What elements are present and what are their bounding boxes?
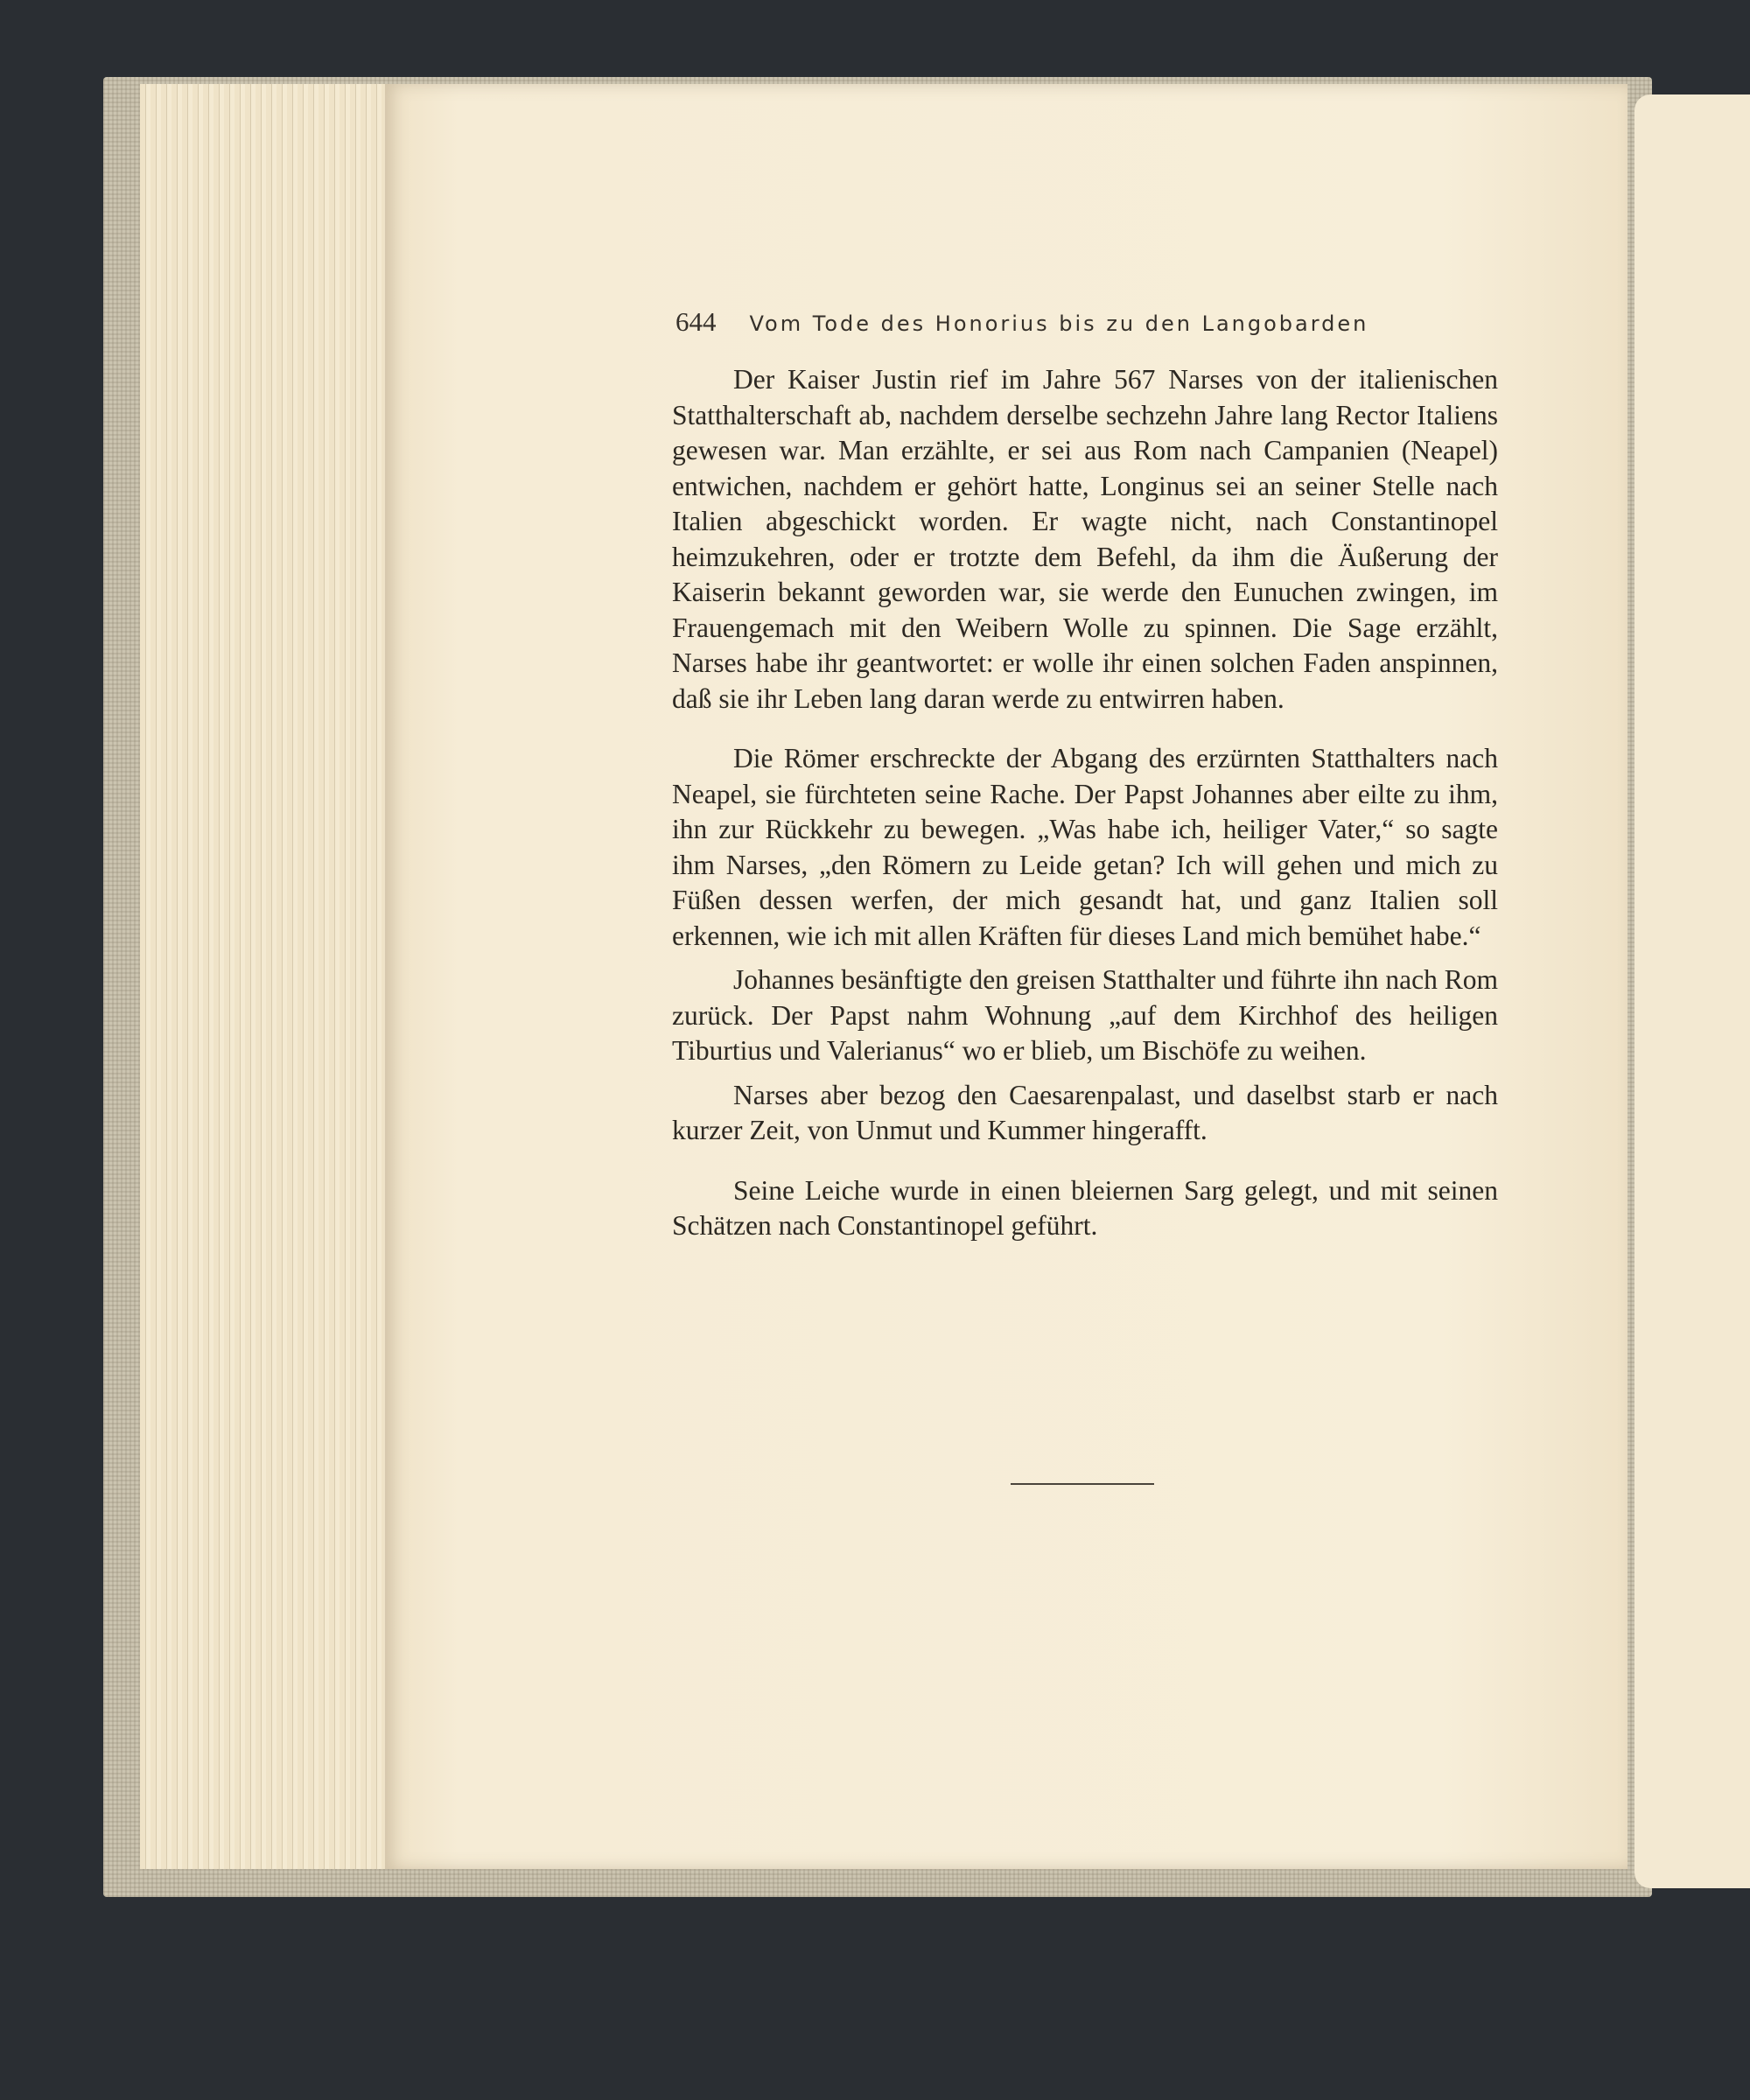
- paragraph: Seine Leiche wurde in einen bleiernen Sarg gelegt, und mit seinen Schätzen nach Constantinopel geführt.: [672, 1174, 1498, 1241]
- page-edges: [140, 84, 387, 1869]
- paragraph: Der Kaiser Justin rief im Jahre 567 Narses von der italienischen Statthalterschaft ab, nachdem derselbe sechzehn Jahre lang Rector Italiens gewesen war. Man erzählte, er sei aus Rom nach Campanien (Neapel) entwichen, nachdem er gehört hatte, Longinus sei an seiner Stelle nach Italien abgeschickt worden. Er wagte nicht, nach Constantinopel heimzukehren, oder er trotzte dem Befehl, da ihm die Äußerung der Kaiserin bekannt geworden war, sie werde den Eunuchen zwingen, im Frauengemach mit den Weibern Wolle zu spinnen. Die Sage erzählt, Narses habe ihr geantwortet: er wolle ihr einen solchen Faden anspinnen, daß sie ihr Leben lang daran werde zu entwirren haben.: [672, 364, 1498, 714]
- paragraph: Die Römer erschreckte der Abgang des erzürnten Statthalters nach Neapel, sie fürchteten seine Rache. Der Papst Johannes aber eilte zu ihm, ihn zur Rückkehr zu bewegen. „Was habe ich, heiliger Vater,“ so sagte ihm Narses, „den Römern zu Leide getan? Ich will gehen und mich zu Füßen dessen werfen, der mich gesandt hat, und ganz Italien soll erkennen, wie ich mit allen Kräften für dieses Land mich bemühet habe.“: [672, 743, 1498, 951]
- body-text: [672, 362, 1498, 1244]
- section-end-rule: [1011, 1483, 1154, 1485]
- paragraph: Johannes besänftigte den greisen Statthalter und führte ihn nach Rom zurück. Der Papst nahm Wohnung „auf dem Kirchhof des heiligen Tiburtius und Valerianus“ wo er blieb, um Bischöfe zu weihen.: [672, 964, 1498, 1066]
- facing-page-edge: [1634, 94, 1750, 1888]
- paragraph: Narses aber bezog den Caesarenpalast, und daselbst starb er nach kurzer Zeit, von Unmut und Kummer hingerafft.: [672, 1079, 1498, 1145]
- running-title: Vom Tode des Honorius bis zu den Langobarden: [749, 312, 1369, 336]
- page-header: [676, 306, 1505, 341]
- page-number: 644: [676, 306, 717, 337]
